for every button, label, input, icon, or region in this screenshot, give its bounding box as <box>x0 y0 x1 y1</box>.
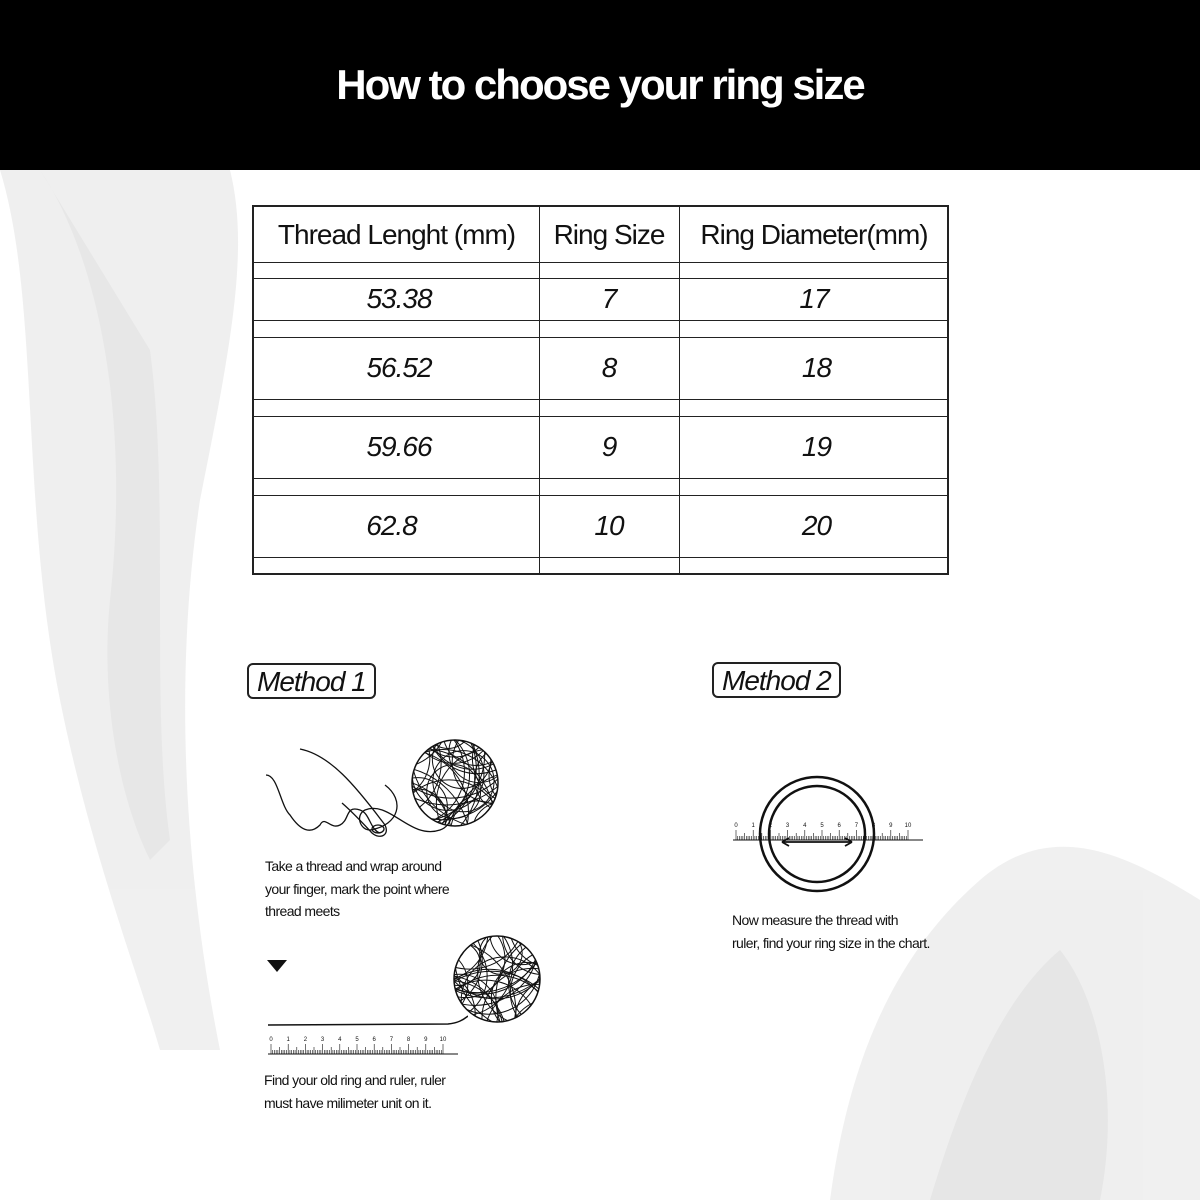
table-cell: 56.52 <box>366 352 432 383</box>
ruler-tick-label: 3 <box>320 1037 325 1043</box>
arrow-down-icon <box>267 960 289 974</box>
method-2-label: Method 2 <box>712 662 841 698</box>
thread-line <box>268 1010 468 1030</box>
ruler-tick-label: 0 <box>269 1037 273 1043</box>
column-header: Ring Size <box>553 218 665 250</box>
method-1-step-1-text: Take a thread and wrap around your finger, mark the point where thread meets <box>265 858 450 919</box>
method-2-step-text: Now measure the thread with ruler, find your ring size in the chart. <box>732 912 930 951</box>
method-1-label: Method 1 <box>247 663 376 699</box>
page-title: How to choose your ring size <box>336 61 864 108</box>
table-cell: 59.66 <box>366 431 432 462</box>
ruler-tick-label: 4 <box>338 1037 342 1043</box>
table-cell: 19 <box>801 431 832 462</box>
ruler-tick-label: 7 <box>389 1037 394 1043</box>
column-header: Thread Lenght (mm) <box>277 218 516 250</box>
ruler-tick-label: 2 <box>768 823 773 829</box>
ruler-tick-label: 10 <box>439 1037 447 1043</box>
yarn-ball-icon <box>410 738 500 828</box>
table-cell: 20 <box>801 510 832 541</box>
ruler-tick-label: 9 <box>889 823 893 829</box>
ruler-tick-label: 1 <box>751 823 755 829</box>
ruler-tick-label: 6 <box>372 1037 376 1043</box>
ruler-tick-label: 7 <box>854 823 859 829</box>
header-banner <box>0 0 1200 170</box>
ruler-tick-label: 10 <box>904 823 912 829</box>
ruler-icon <box>268 1030 463 1056</box>
method-1-step-2-text: Find your old ring and ruler, ruler must have milimeter unit on it. <box>264 1072 446 1111</box>
ruler-tick-label: 5 <box>355 1037 359 1043</box>
ring-size-table <box>252 205 949 575</box>
table-cell: 7 <box>601 283 617 314</box>
ruler-tick-label: 2 <box>303 1037 308 1043</box>
ruler-tick-label: 1 <box>286 1037 290 1043</box>
ruler-tick-label: 3 <box>785 823 790 829</box>
column-header: Ring Diameter(mm) <box>700 218 928 250</box>
table-cell: 8 <box>601 352 617 383</box>
table-cell: 53.38 <box>366 283 432 314</box>
ruler-tick-label: 6 <box>837 823 841 829</box>
ruler-tick-label: 5 <box>820 823 824 829</box>
ruler-tick-label: 9 <box>424 1037 428 1043</box>
yarn-ball-icon <box>452 934 542 1024</box>
ruler-tick-label: 8 <box>871 823 876 829</box>
table-cell: 17 <box>799 283 829 314</box>
ruler-tick-label: 8 <box>406 1037 411 1043</box>
ring-icon <box>752 769 882 899</box>
table-cell: 18 <box>801 352 832 383</box>
ruler-tick-label: 4 <box>803 823 807 829</box>
table-cell: 9 <box>601 431 617 462</box>
table-cell: 62.8 <box>366 510 417 541</box>
table-cell: 10 <box>594 510 624 541</box>
ruler-tick-label: 0 <box>734 823 738 829</box>
